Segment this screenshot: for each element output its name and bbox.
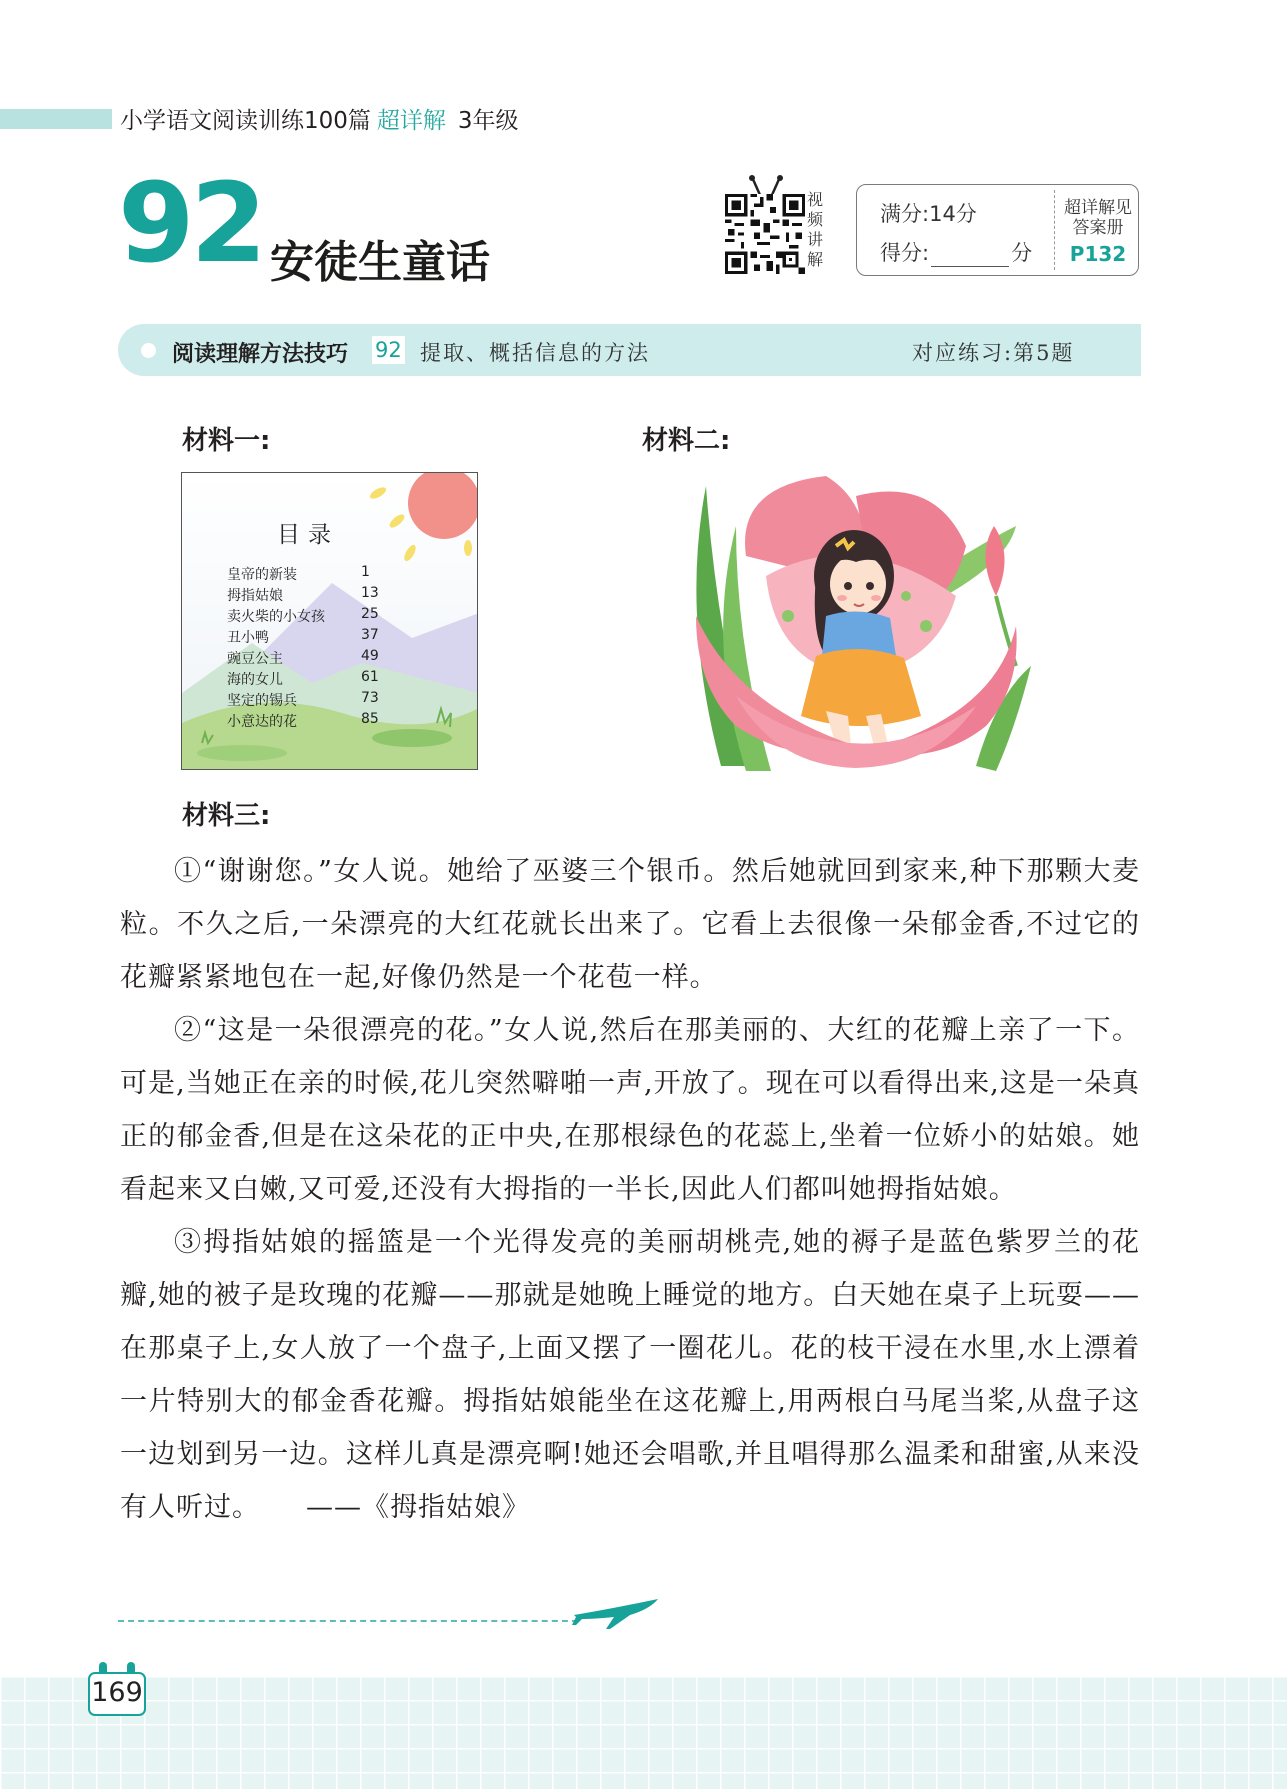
lesson-number: 92 <box>118 159 264 287</box>
score-divider <box>1054 190 1055 270</box>
full-score-value: 14分 <box>929 202 977 226</box>
toc-row-page: 13 <box>361 585 379 601</box>
toc-row-page: 49 <box>361 648 379 664</box>
toc-row-title: 卖火柴的小女孩 <box>227 609 325 625</box>
toc-row-title: 豌豆公主 <box>227 651 283 667</box>
footer-grid-band <box>0 1676 1287 1789</box>
material-one-label: 材料一: <box>182 426 271 456</box>
toc-row-title: 丑小鸭 <box>227 630 269 646</box>
header-accent-strip <box>0 109 112 129</box>
method-description: 提取、概括信息的方法 <box>420 341 650 365</box>
passage-paragraph-2: ②“这是一朵很漂亮的花。”女人说,然后在那美丽的、大红的花瓣上亲了一下。可是,当她正在亲的时候,花儿突然噼啪一声,开放了。现在可以看得出来,这是一朵真正的郁金香,但是在这朵花的正中央,在那根绿色的花蕊上,坐着一位娇小的姑娘。她看起来又白嫩,又可爱,还没有大拇指的一半长,因此人们都叫她拇指姑娘。 <box>120 1015 1140 1205</box>
book-title: 小学语文阅读训练100篇 <box>120 108 371 134</box>
answer-page: P132 <box>1069 242 1127 266</box>
full-score <box>880 198 977 228</box>
toc-row-page: 61 <box>361 669 379 685</box>
passage-paragraph-1: ①“谢谢您。”女人说。她给了巫婆三个银币。然后她就回到家来,种下那颗大麦粒。不久之后,一朵漂亮的大红花就长出来了。它看上去很像一朵郁金香,不过它的花瓣紧紧地包在一起,好像仍然是一个花苞一样。 <box>120 856 1140 993</box>
obtained-score <box>880 237 1032 267</box>
toc-row-title: 小意达的花 <box>227 714 297 730</box>
method-number: 92 <box>372 336 405 364</box>
toc-row-page: 73 <box>361 690 379 706</box>
passage-paragraph-3 <box>120 1216 1140 1534</box>
toc-row-page: 37 <box>361 627 379 643</box>
lesson-title: 安徒生童话 <box>270 237 490 288</box>
airplane-icon <box>570 1595 662 1631</box>
passage-source: ——《拇指姑娘》 <box>306 1492 530 1523</box>
dashed-divider <box>118 1620 578 1622</box>
qr-label-char: 频 <box>807 210 824 229</box>
answer-reference <box>1058 198 1138 238</box>
full-score-label: 满分: <box>880 202 930 226</box>
thumbelina-in-tulip-illustration <box>676 466 1036 776</box>
toc-row-title: 海的女儿 <box>227 672 283 688</box>
score-unit: 分 <box>1011 241 1033 265</box>
book-highlight: 超详解 <box>376 108 446 134</box>
method-label: 阅读理解方法技巧 <box>172 342 349 367</box>
passage-paragraph-3-text: ③拇指姑娘的摇篮是一个光得发亮的美丽胡桃壳,她的褥子是蓝色紫罗兰的花瓣,她的被子是玫瑰的花瓣——那就是她晚上睡觉的地方。白天她在桌子上玩耍——在那桌子上,女人放了一个盘子,上面又摆了一圈花儿。花的枝干浸在水里,水上漂着一片特别大的郁金香花瓣。拇指姑娘能坐在这花瓣上,用两根白马尾当桨,从盘子这一边划到另一边。这样儿真是漂亮啊!她还会唱歌,并且唱得那么温柔和甜蜜,从来没有人听过。 <box>120 1227 1140 1523</box>
book-header <box>120 102 519 135</box>
qr-code-icon[interactable] <box>725 194 805 274</box>
book-grade: 3年级 <box>457 108 519 134</box>
toc-row-page: 1 <box>361 564 370 580</box>
toc-row-title: 皇帝的新装 <box>227 567 297 583</box>
qr-label-char: 解 <box>807 250 824 269</box>
toc-row-page: 25 <box>361 606 379 622</box>
toc-row-page: 85 <box>361 711 379 727</box>
answer-line1: 超详解见 <box>1064 198 1132 218</box>
toc-row-title: 拇指姑娘 <box>227 588 283 604</box>
material-three-label: 材料三: <box>182 801 271 831</box>
score-blank-field[interactable] <box>931 246 1009 267</box>
page-number: 169 <box>91 1677 143 1708</box>
practice-reference: 对应练习:第5题 <box>912 341 1075 365</box>
bullet-dot-icon <box>141 343 156 358</box>
qr-label-char: 视 <box>807 190 824 209</box>
answer-line2: 答案册 <box>1072 218 1124 238</box>
story-passage <box>120 845 1140 1534</box>
qr-label-char: 讲 <box>807 230 824 249</box>
toc-row-title: 坚定的锡兵 <box>227 693 297 709</box>
obtained-score-label: 得分: <box>880 241 930 265</box>
video-explain-label <box>807 190 829 270</box>
toc-title: 目录 <box>277 522 339 548</box>
material-two-label: 材料二: <box>642 426 731 456</box>
